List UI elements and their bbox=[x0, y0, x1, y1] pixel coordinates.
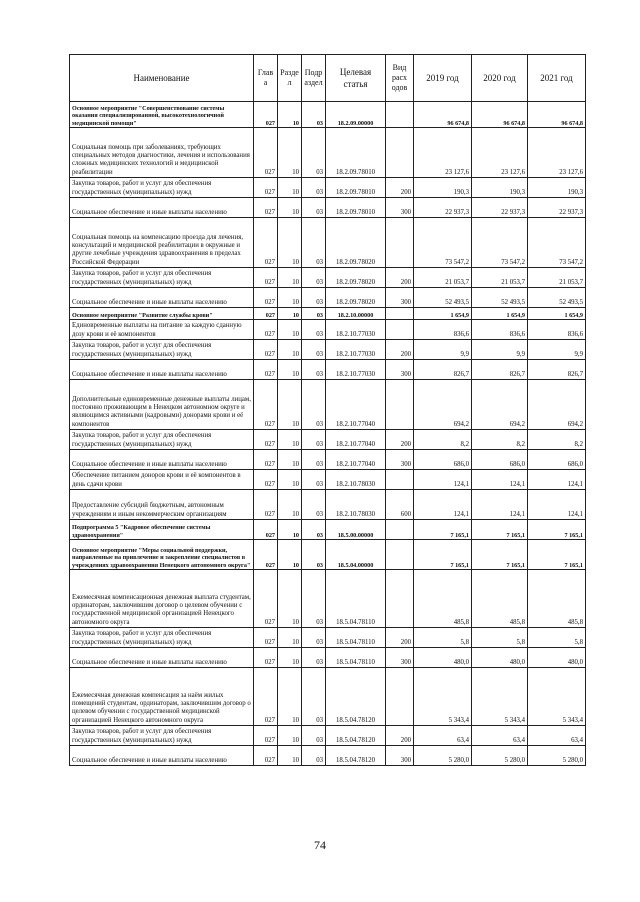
table-header-row bbox=[70, 55, 586, 102]
row-subsection: 03 bbox=[302, 490, 326, 520]
row-subsection: 03 bbox=[302, 726, 326, 746]
row-section: 10 bbox=[278, 178, 302, 198]
row-expense-type bbox=[386, 668, 414, 726]
row-2020: 7 165,1 bbox=[472, 520, 528, 540]
row-section: 10 bbox=[278, 360, 302, 380]
budget-table-sheet bbox=[69, 54, 585, 766]
row-2021: 8,2 bbox=[528, 430, 586, 450]
row-2020: 190,3 bbox=[472, 178, 528, 198]
table-row bbox=[70, 450, 586, 470]
row-name: Основное мероприятие "Развитие службы крови" bbox=[70, 308, 254, 320]
row-chapter: 027 bbox=[254, 648, 278, 668]
table-row bbox=[70, 540, 586, 570]
row-section: 10 bbox=[278, 102, 302, 128]
row-target: 18.2.10.77040 bbox=[326, 450, 386, 470]
row-2020: 8,2 bbox=[472, 430, 528, 450]
row-section: 10 bbox=[278, 218, 302, 268]
table-body bbox=[70, 102, 586, 766]
row-section: 10 bbox=[278, 340, 302, 360]
row-subsection: 03 bbox=[302, 430, 326, 450]
table-row bbox=[70, 268, 586, 288]
row-2020: 52 493,5 bbox=[472, 288, 528, 308]
row-section: 10 bbox=[278, 746, 302, 766]
row-expense-type: 200 bbox=[386, 268, 414, 288]
row-2019: 5 343,4 bbox=[414, 668, 472, 726]
row-subsection: 03 bbox=[302, 746, 326, 766]
row-section: 10 bbox=[278, 540, 302, 570]
row-chapter: 027 bbox=[254, 360, 278, 380]
row-2019: 190,3 bbox=[414, 178, 472, 198]
table-row bbox=[70, 320, 586, 340]
row-section: 10 bbox=[278, 490, 302, 520]
row-expense-type: 200 bbox=[386, 340, 414, 360]
row-subsection: 03 bbox=[302, 218, 326, 268]
row-2019: 1 654,9 bbox=[414, 308, 472, 320]
row-2021: 836,6 bbox=[528, 320, 586, 340]
row-subsection: 03 bbox=[302, 668, 326, 726]
row-2020: 22 937,3 bbox=[472, 198, 528, 218]
row-name: Социальное обеспечение и иные выплаты населению bbox=[70, 746, 254, 766]
row-chapter: 027 bbox=[254, 308, 278, 320]
row-subsection: 03 bbox=[302, 450, 326, 470]
table-row bbox=[70, 430, 586, 450]
row-subsection: 03 bbox=[302, 128, 326, 178]
header-name: Наименование bbox=[70, 55, 254, 102]
header-2020: 2020 год bbox=[472, 55, 528, 102]
row-2020: 73 547,2 bbox=[472, 218, 528, 268]
row-chapter: 027 bbox=[254, 320, 278, 340]
row-2019: 836,6 bbox=[414, 320, 472, 340]
row-chapter: 027 bbox=[254, 268, 278, 288]
row-expense-type: 200 bbox=[386, 430, 414, 450]
table-row bbox=[70, 570, 586, 628]
row-section: 10 bbox=[278, 308, 302, 320]
row-target: 18.2.09.78020 bbox=[326, 268, 386, 288]
row-section: 10 bbox=[278, 450, 302, 470]
row-subsection: 03 bbox=[302, 540, 326, 570]
row-subsection: 03 bbox=[302, 288, 326, 308]
row-2021: 686,0 bbox=[528, 450, 586, 470]
row-expense-type: 200 bbox=[386, 178, 414, 198]
row-2019: 22 937,3 bbox=[414, 198, 472, 218]
row-target: 18.2.10.78030 bbox=[326, 490, 386, 520]
row-target: 18.2.10.78030 bbox=[326, 470, 386, 490]
row-target: 18.5.00.00000 bbox=[326, 520, 386, 540]
row-name: Основное мероприятие "Меры социальной поддержки, направленные на привлечение и закрепление специалистов в учреждениях здравоохранения Ненецкого автономного округа" bbox=[70, 540, 254, 570]
row-chapter: 027 bbox=[254, 450, 278, 470]
budget-table bbox=[69, 54, 586, 766]
header-subsection: Подр аздел bbox=[302, 55, 326, 102]
row-subsection: 03 bbox=[302, 380, 326, 430]
row-2021: 694,2 bbox=[528, 380, 586, 430]
row-2020: 5,8 bbox=[472, 628, 528, 648]
row-2019: 686,0 bbox=[414, 450, 472, 470]
row-2021: 485,8 bbox=[528, 570, 586, 628]
row-chapter: 027 bbox=[254, 570, 278, 628]
row-name: Закупка товаров, работ и услуг для обеспечения государственных (муниципальных) нужд bbox=[70, 430, 254, 450]
row-name: Единовременные выплаты на питание за каждую сданную дозу крови и её компонентов bbox=[70, 320, 254, 340]
row-2019: 96 674,8 bbox=[414, 102, 472, 128]
row-name: Предоставление субсидий бюджетным, автономным учреждениям и иным некоммерческим организациям bbox=[70, 490, 254, 520]
row-2019: 694,2 bbox=[414, 380, 472, 430]
row-section: 10 bbox=[278, 648, 302, 668]
row-2020: 694,2 bbox=[472, 380, 528, 430]
row-subsection: 03 bbox=[302, 178, 326, 198]
row-name: Закупка товаров, работ и услуг для обеспечения государственных (муниципальных) нужд bbox=[70, 726, 254, 746]
row-2019: 9,9 bbox=[414, 340, 472, 360]
header-chapter: Глав а bbox=[254, 55, 278, 102]
row-2021: 21 053,7 bbox=[528, 268, 586, 288]
table-row bbox=[70, 288, 586, 308]
row-2021: 23 127,6 bbox=[528, 128, 586, 178]
row-chapter: 027 bbox=[254, 430, 278, 450]
row-target: 18.5.04.78120 bbox=[326, 668, 386, 726]
row-2020: 21 053,7 bbox=[472, 268, 528, 288]
row-expense-type bbox=[386, 218, 414, 268]
row-2020: 1 654,9 bbox=[472, 308, 528, 320]
row-expense-type bbox=[386, 320, 414, 340]
row-2019: 7 165,1 bbox=[414, 520, 472, 540]
row-section: 10 bbox=[278, 628, 302, 648]
row-target: 18.2.10.77030 bbox=[326, 340, 386, 360]
row-subsection: 03 bbox=[302, 360, 326, 380]
row-2019: 124,1 bbox=[414, 490, 472, 520]
row-2021: 826,7 bbox=[528, 360, 586, 380]
row-name: Социальное обеспечение и иные выплаты населению bbox=[70, 360, 254, 380]
row-2021: 124,1 bbox=[528, 490, 586, 520]
row-2021: 1 654,9 bbox=[528, 308, 586, 320]
row-chapter: 027 bbox=[254, 746, 278, 766]
row-2020: 686,0 bbox=[472, 450, 528, 470]
row-target: 18.2.09.78010 bbox=[326, 198, 386, 218]
row-target: 18.2.10.00000 bbox=[326, 308, 386, 320]
row-section: 10 bbox=[278, 288, 302, 308]
header-target: Целевая статья bbox=[326, 55, 386, 102]
row-target: 18.2.09.78010 bbox=[326, 178, 386, 198]
row-name: Ежемесячная денежная компенсация за наём жилых помещений студентам, ординаторам, заключившим договор о целевом обучении с государственной медицинской организацией Ненецкого автономного округа bbox=[70, 668, 254, 726]
row-2021: 9,9 bbox=[528, 340, 586, 360]
row-2021: 7 165,1 bbox=[528, 540, 586, 570]
table-row bbox=[70, 746, 586, 766]
row-2019: 73 547,2 bbox=[414, 218, 472, 268]
row-chapter: 027 bbox=[254, 380, 278, 430]
row-name: Закупка товаров, работ и услуг для обеспечения государственных (муниципальных) нужд bbox=[70, 340, 254, 360]
row-name: Закупка товаров, работ и услуг для обеспечения государственных (муниципальных) нужд bbox=[70, 628, 254, 648]
header-expense-type: Вид расх одов bbox=[386, 55, 414, 102]
row-2020: 96 674,8 bbox=[472, 102, 528, 128]
row-chapter: 027 bbox=[254, 128, 278, 178]
row-expense-type: 200 bbox=[386, 628, 414, 648]
row-expense-type bbox=[386, 520, 414, 540]
table-row bbox=[70, 198, 586, 218]
row-section: 10 bbox=[278, 320, 302, 340]
table-row bbox=[70, 128, 586, 178]
row-chapter: 027 bbox=[254, 102, 278, 128]
row-section: 10 bbox=[278, 380, 302, 430]
row-target: 18.5.04.78120 bbox=[326, 726, 386, 746]
row-2020: 23 127,6 bbox=[472, 128, 528, 178]
row-2019: 485,8 bbox=[414, 570, 472, 628]
table-row bbox=[70, 360, 586, 380]
row-2020: 836,6 bbox=[472, 320, 528, 340]
row-2020: 5 280,0 bbox=[472, 746, 528, 766]
row-section: 10 bbox=[278, 128, 302, 178]
row-target: 18.2.10.77040 bbox=[326, 430, 386, 450]
row-expense-type: 600 bbox=[386, 490, 414, 520]
row-subsection: 03 bbox=[302, 648, 326, 668]
row-2019: 5 280,0 bbox=[414, 746, 472, 766]
row-2019: 124,1 bbox=[414, 470, 472, 490]
row-subsection: 03 bbox=[302, 198, 326, 218]
row-2021: 7 165,1 bbox=[528, 520, 586, 540]
row-chapter: 027 bbox=[254, 198, 278, 218]
row-2021: 52 493,5 bbox=[528, 288, 586, 308]
row-chapter: 027 bbox=[254, 628, 278, 648]
table-row bbox=[70, 490, 586, 520]
row-2020: 826,7 bbox=[472, 360, 528, 380]
row-expense-type: 300 bbox=[386, 198, 414, 218]
row-subsection: 03 bbox=[302, 340, 326, 360]
row-target: 18.2.09.78010 bbox=[326, 128, 386, 178]
row-section: 10 bbox=[278, 726, 302, 746]
row-2021: 73 547,2 bbox=[528, 218, 586, 268]
header-2021: 2021 год bbox=[528, 55, 586, 102]
row-target: 18.2.10.77030 bbox=[326, 320, 386, 340]
row-subsection: 03 bbox=[302, 520, 326, 540]
row-2020: 5 343,4 bbox=[472, 668, 528, 726]
row-chapter: 027 bbox=[254, 178, 278, 198]
row-2019: 5,8 bbox=[414, 628, 472, 648]
row-expense-type bbox=[386, 308, 414, 320]
row-2019: 52 493,5 bbox=[414, 288, 472, 308]
row-expense-type bbox=[386, 128, 414, 178]
table-row bbox=[70, 102, 586, 128]
row-2019: 826,7 bbox=[414, 360, 472, 380]
row-2019: 21 053,7 bbox=[414, 268, 472, 288]
table-row bbox=[70, 648, 586, 668]
table-row bbox=[70, 520, 586, 540]
table-row bbox=[70, 308, 586, 320]
table-row bbox=[70, 726, 586, 746]
row-name: Социальное обеспечение и иные выплаты населению bbox=[70, 648, 254, 668]
row-chapter: 027 bbox=[254, 726, 278, 746]
row-target: 18.2.09.78020 bbox=[326, 288, 386, 308]
row-name: Ежемесячная компенсационная денежная выплата студентам, ординаторам, заключившим договор о целевом обучении с государственной медицинской организацией Ненецкого автономного округа bbox=[70, 570, 254, 628]
row-subsection: 03 bbox=[302, 308, 326, 320]
row-section: 10 bbox=[278, 268, 302, 288]
row-name: Социальное обеспечение и иные выплаты населению bbox=[70, 288, 254, 308]
row-subsection: 03 bbox=[302, 320, 326, 340]
row-expense-type bbox=[386, 380, 414, 430]
row-subsection: 03 bbox=[302, 102, 326, 128]
row-expense-type bbox=[386, 570, 414, 628]
row-chapter: 027 bbox=[254, 490, 278, 520]
row-expense-type: 300 bbox=[386, 360, 414, 380]
header-2019: 2019 год bbox=[414, 55, 472, 102]
row-chapter: 027 bbox=[254, 288, 278, 308]
row-2021: 5,8 bbox=[528, 628, 586, 648]
row-name: Закупка товаров, работ и услуг для обеспечения государственных (муниципальных) нужд bbox=[70, 178, 254, 198]
row-chapter: 027 bbox=[254, 540, 278, 570]
row-expense-type: 300 bbox=[386, 746, 414, 766]
row-2021: 124,1 bbox=[528, 470, 586, 490]
row-2021: 480,0 bbox=[528, 648, 586, 668]
row-2020: 124,1 bbox=[472, 490, 528, 520]
row-section: 10 bbox=[278, 198, 302, 218]
row-2020: 9,9 bbox=[472, 340, 528, 360]
row-expense-type: 200 bbox=[386, 726, 414, 746]
header-section: Разде л bbox=[278, 55, 302, 102]
table-row bbox=[70, 340, 586, 360]
row-name: Основное мероприятие "Совершенствование системы оказания специализированной, высокотехнологичной медицинской помощи" bbox=[70, 102, 254, 128]
row-chapter: 027 bbox=[254, 668, 278, 726]
row-target: 18.2.10.77040 bbox=[326, 380, 386, 430]
row-section: 10 bbox=[278, 520, 302, 540]
row-2020: 480,0 bbox=[472, 648, 528, 668]
row-chapter: 027 bbox=[254, 520, 278, 540]
row-2021: 63,4 bbox=[528, 726, 586, 746]
row-2019: 63,4 bbox=[414, 726, 472, 746]
table-row bbox=[70, 380, 586, 430]
row-target: 18.5.04.78110 bbox=[326, 570, 386, 628]
row-expense-type bbox=[386, 540, 414, 570]
row-name: Обеспечение питанием доноров крови и её компонентов в день сдачи крови bbox=[70, 470, 254, 490]
row-2021: 96 674,8 bbox=[528, 102, 586, 128]
row-chapter: 027 bbox=[254, 218, 278, 268]
row-section: 10 bbox=[278, 668, 302, 726]
row-2021: 190,3 bbox=[528, 178, 586, 198]
table-row bbox=[70, 218, 586, 268]
table-row bbox=[70, 178, 586, 198]
page-number: 74 bbox=[314, 838, 326, 852]
row-2021: 22 937,3 bbox=[528, 198, 586, 218]
row-name: Дополнительные единовременные денежные выплаты лицам, постоянно проживающим в Ненецком автономном округе и являющимся активными (кадровыми) донорами крови и её компонентов bbox=[70, 380, 254, 430]
row-expense-type: 300 bbox=[386, 648, 414, 668]
row-target: 18.5.04.00000 bbox=[326, 540, 386, 570]
table-row bbox=[70, 470, 586, 490]
row-expense-type bbox=[386, 102, 414, 128]
row-section: 10 bbox=[278, 430, 302, 450]
row-2020: 124,1 bbox=[472, 470, 528, 490]
row-2019: 8,2 bbox=[414, 430, 472, 450]
row-section: 10 bbox=[278, 470, 302, 490]
row-chapter: 027 bbox=[254, 340, 278, 360]
row-name: Социальная помощь при заболеваниях, требующих специальных методов диагностики, лечения и использования сложных медицинских технологий и медицинской реабилитации bbox=[70, 128, 254, 178]
row-2019: 7 165,1 bbox=[414, 540, 472, 570]
row-subsection: 03 bbox=[302, 470, 326, 490]
row-section: 10 bbox=[278, 570, 302, 628]
row-chapter: 027 bbox=[254, 470, 278, 490]
table-row bbox=[70, 668, 586, 726]
row-target: 18.5.04.78110 bbox=[326, 628, 386, 648]
row-name: Социальное обеспечение и иные выплаты населению bbox=[70, 450, 254, 470]
row-2019: 480,0 bbox=[414, 648, 472, 668]
row-2020: 485,8 bbox=[472, 570, 528, 628]
row-name: Закупка товаров, работ и услуг для обеспечения государственных (муниципальных) нужд bbox=[70, 268, 254, 288]
row-name: Социальное обеспечение и иные выплаты населению bbox=[70, 198, 254, 218]
row-expense-type bbox=[386, 470, 414, 490]
row-2019: 23 127,6 bbox=[414, 128, 472, 178]
row-target: 18.5.04.78120 bbox=[326, 746, 386, 766]
row-target: 18.5.04.78110 bbox=[326, 648, 386, 668]
row-2021: 5 343,4 bbox=[528, 668, 586, 726]
row-subsection: 03 bbox=[302, 570, 326, 628]
row-target: 18.2.09.00000 bbox=[326, 102, 386, 128]
row-target: 18.2.10.77030 bbox=[326, 360, 386, 380]
row-2020: 7 165,1 bbox=[472, 540, 528, 570]
table-row bbox=[70, 628, 586, 648]
row-name: Подпрограмма 5 "Кадровое обеспечение системы здравоохранения" bbox=[70, 520, 254, 540]
row-target: 18.2.09.78020 bbox=[326, 218, 386, 268]
row-expense-type: 300 bbox=[386, 450, 414, 470]
row-subsection: 03 bbox=[302, 628, 326, 648]
row-2020: 63,4 bbox=[472, 726, 528, 746]
row-subsection: 03 bbox=[302, 268, 326, 288]
row-2021: 5 280,0 bbox=[528, 746, 586, 766]
row-expense-type: 300 bbox=[386, 288, 414, 308]
row-name: Социальная помощь на компенсацию проезда для лечения, консультаций и медицинской реабилитации в окружные и другие лечебные учреждения здравоохранения в пределах Российской Федерации bbox=[70, 218, 254, 268]
